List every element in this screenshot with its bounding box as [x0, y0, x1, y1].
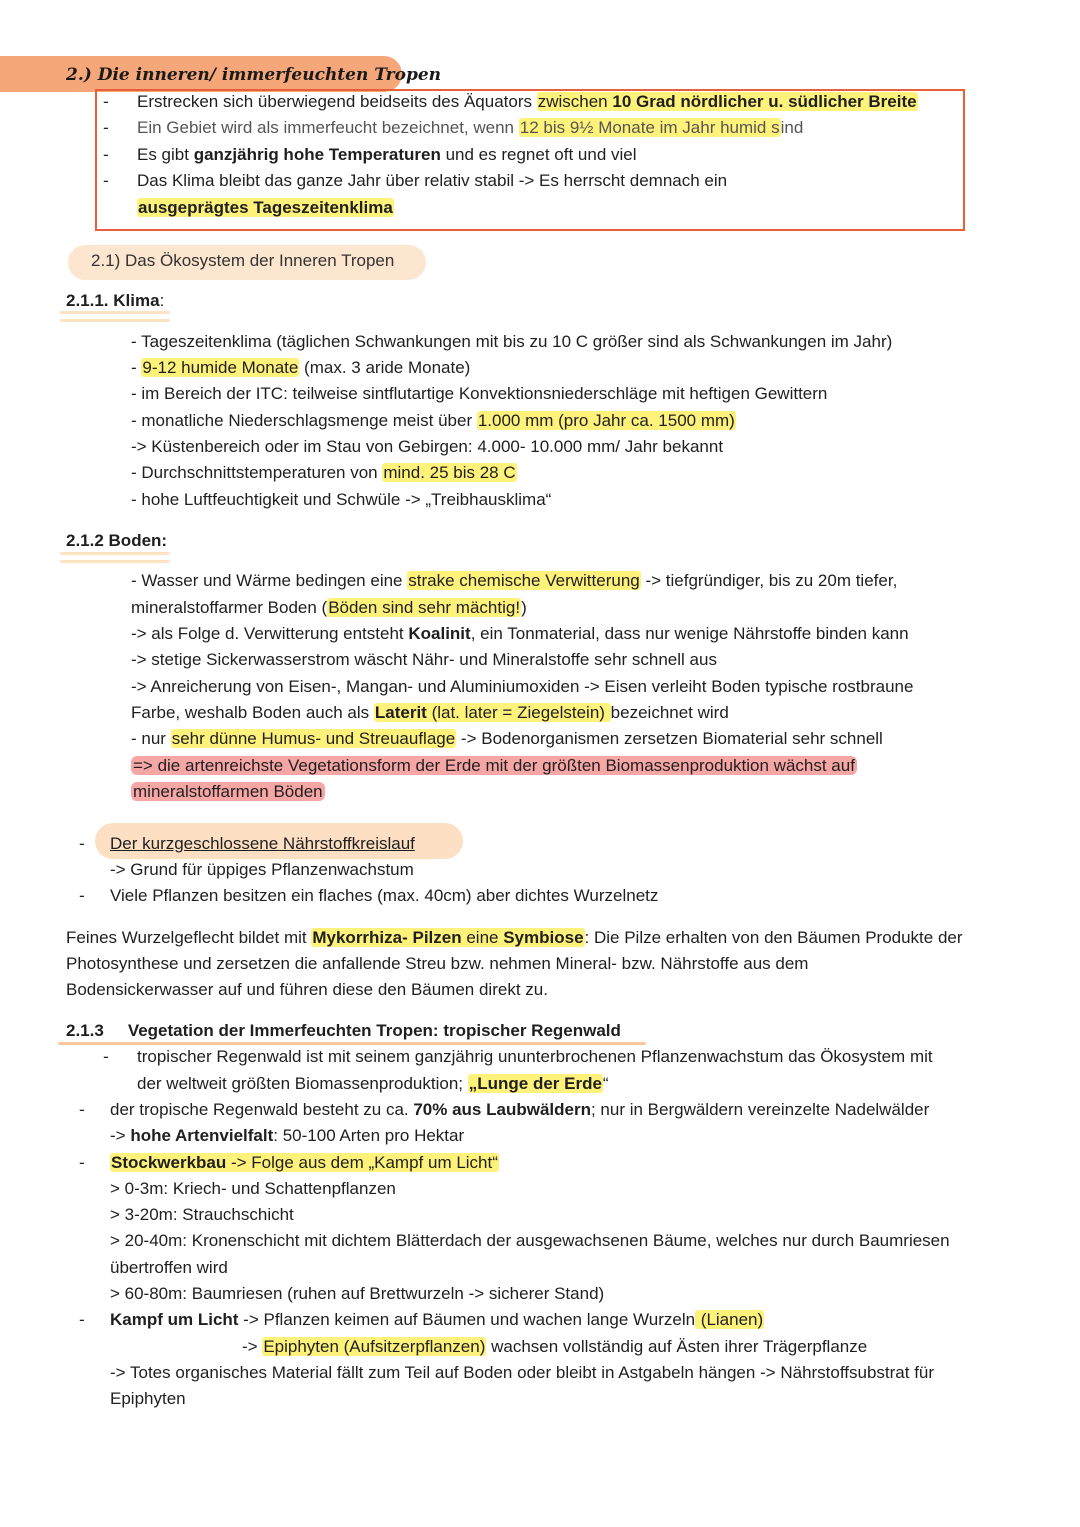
- veg-line-4: -> hohe Artenvielfalt: 50-100 Arten pro Hektar: [110, 1126, 465, 1145]
- klima-line-2: - 9-12 humide Monate (max. 3 aride Monate): [131, 358, 471, 377]
- heading-underline: [58, 1042, 646, 1045]
- veg-line-11: Kampf um Licht -> Pflanzen keimen auf Bäumen und wachen lange Wurzeln (Lianen): [110, 1310, 764, 1329]
- bullet-dash: -: [103, 92, 109, 111]
- heading-vegetation: 2.1.3 Vegetation der Immerfeuchten Tropen: tropischer Regenwald: [66, 1021, 621, 1040]
- veg-line-8: > 20-40m: Kronenschicht mit dichtem Blätterdach der ausgewachsenen Bäume, welches nur durch Baumriesen: [110, 1231, 950, 1250]
- cycle-line-2: Viele Pflanzen besitzen ein flaches (max. 40cm) aber dichtes Wurzelnetz: [110, 886, 659, 905]
- boden-line-3: -> als Folge d. Verwitterung entsteht Koalinit, ein Tonmaterial, dass nur wenige Nährstoffe binden kann: [131, 624, 909, 643]
- veg-line-14: Epiphyten: [110, 1389, 186, 1408]
- boden-line-9: mineralstoffarmen Böden: [133, 782, 323, 801]
- heading-underline: [60, 319, 170, 322]
- klima-line-6: - Durchschnittstemperaturen von mind. 25 bis 28 C: [131, 463, 516, 482]
- boden-line-7: - nur sehr dünne Humus- und Streuauflage -> Bodenorganismen zersetzen Biomaterial sehr schnell: [131, 729, 883, 748]
- cycle-title: Der kurzgeschlossene Nährstoffkreislauf: [110, 834, 415, 853]
- bullet-dash: -: [103, 118, 109, 137]
- box-line-1: Erstrecken sich überwiegend beidseits des Äquators zwischen 10 Grad nördlicher u. südlicher Breite: [137, 92, 917, 111]
- veg-line-1: tropischer Regenwald ist mit seinem ganzjährig ununterbrochenen Pflanzenwachstum das Ökosystem mit: [137, 1047, 933, 1066]
- boden-line-6: Farbe, weshalb Boden auch als Laterit (lat. later = Ziegelstein) bezeichnet wird: [131, 703, 729, 722]
- boden-line-8: => die artenreichste Vegetationsform der Erde mit der größten Biomassenproduktion wächst auf: [133, 756, 855, 775]
- heading-klima: 2.1.1. Klima:: [66, 291, 165, 310]
- bullet-dash: -: [103, 1047, 109, 1066]
- box-line-3: Es gibt ganzjährig hohe Temperaturen und es regnet oft und viel: [137, 145, 637, 164]
- veg-line-2: der weltweit größten Biomassenproduktion; „Lunge der Erde“: [137, 1074, 609, 1093]
- box-line-5: ausgeprägtes Tageszeitenklima: [138, 198, 393, 217]
- bullet-dash: -: [79, 1310, 85, 1329]
- veg-line-10: > 60-80m: Baumriesen (ruhen auf Brettwurzeln -> sicherer Stand): [110, 1284, 605, 1303]
- heading-underline: [60, 560, 170, 563]
- klima-line-3: - im Bereich der ITC: teilweise sintflutartige Konvektionsniederschläge mit heftigen Gewittern: [131, 384, 828, 403]
- klima-line-5: -> Küstenbereich oder im Stau von Gebirgen: 4.000- 10.000 mm/ Jahr bekannt: [131, 437, 724, 456]
- page-title: 2.) Die inneren/ immerfeuchten Tropen: [66, 65, 442, 85]
- klima-line-1: - Tageszeitenklima (täglichen Schwankungen mit bis zu 10 C größer sind als Schwankungen im Jahr): [131, 332, 893, 351]
- boden-line-2: mineralstoffarmer Boden (Böden sind sehr mächtig!): [131, 598, 527, 617]
- veg-line-7: > 3-20m: Strauchschicht: [110, 1205, 294, 1224]
- box-line-4: Das Klima bleibt das ganze Jahr über relativ stabil -> Es herrscht demnach ein: [137, 171, 728, 190]
- bullet-dash: -: [79, 834, 85, 853]
- veg-line-12: -> Epiphyten (Aufsitzerpflanzen) wachsen vollständig auf Ästen ihrer Trägerpflanze: [242, 1337, 868, 1356]
- heading-underline: [60, 311, 170, 314]
- myko-line-1: Feines Wurzelgeflecht bildet mit Mykorrhiza- Pilzen eine Symbiose: Die Pilze erhalten von den Bäumen Produkte der: [66, 928, 963, 947]
- bullet-dash: -: [79, 1153, 85, 1172]
- bullet-dash: -: [103, 145, 109, 164]
- myko-line-2: Photosynthese und zersetzen die anfallende Streu bzw. nehmen Mineral- bzw. Nährstoffe aus dem: [66, 954, 809, 973]
- veg-line-5: Stockwerkbau -> Folge aus dem „Kampf um Licht“: [111, 1153, 498, 1172]
- cycle-line-1: -> Grund für üppiges Pflanzenwachstum: [110, 860, 414, 879]
- box-line-2: Ein Gebiet wird als immerfeucht bezeichnet, wenn 12 bis 9½ Monate im Jahr humid sind: [137, 118, 804, 137]
- bullet-dash: -: [79, 1100, 85, 1119]
- boden-line-5: -> Anreicherung von Eisen-, Mangan- und Aluminiumoxiden -> Eisen verleiht Boden typische rostbraune: [131, 677, 914, 696]
- bullet-dash: -: [103, 171, 109, 190]
- heading-underline: [60, 552, 170, 555]
- klima-line-7: - hohe Luftfeuchtigkeit und Schwüle -> „Treibhausklima“: [131, 490, 552, 509]
- myko-line-3: Bodensickerwasser auf und führen diese den Bäumen direkt zu.: [66, 980, 548, 999]
- veg-line-9: übertroffen wird: [110, 1258, 228, 1277]
- boden-line-4: -> stetige Sickerwasserstrom wäscht Nähr- und Mineralstoffe sehr schnell aus: [131, 650, 717, 669]
- bullet-dash: -: [79, 886, 85, 905]
- klima-line-4: - monatliche Niederschlagsmenge meist über 1.000 mm (pro Jahr ca. 1500 mm): [131, 411, 735, 430]
- veg-line-3: der tropische Regenwald besteht zu ca. 70% aus Laubwäldern; nur in Bergwäldern vereinzelte Nadelwälder: [110, 1100, 930, 1119]
- veg-line-13: -> Totes organisches Material fällt zum Teil auf Boden oder bleibt in Astgabeln hängen -> Nährstoffsubstrat für: [110, 1363, 935, 1382]
- veg-line-6: > 0-3m: Kriech- und Schattenpflanzen: [110, 1179, 396, 1198]
- heading-boden: 2.1.2 Boden:: [66, 531, 168, 550]
- boden-line-1: - Wasser und Wärme bedingen eine strake chemische Verwitterung -> tiefgründiger, bis zu 20m tiefer,: [131, 571, 898, 590]
- subsection-title: 2.1) Das Ökosystem der Inneren Tropen: [91, 251, 395, 270]
